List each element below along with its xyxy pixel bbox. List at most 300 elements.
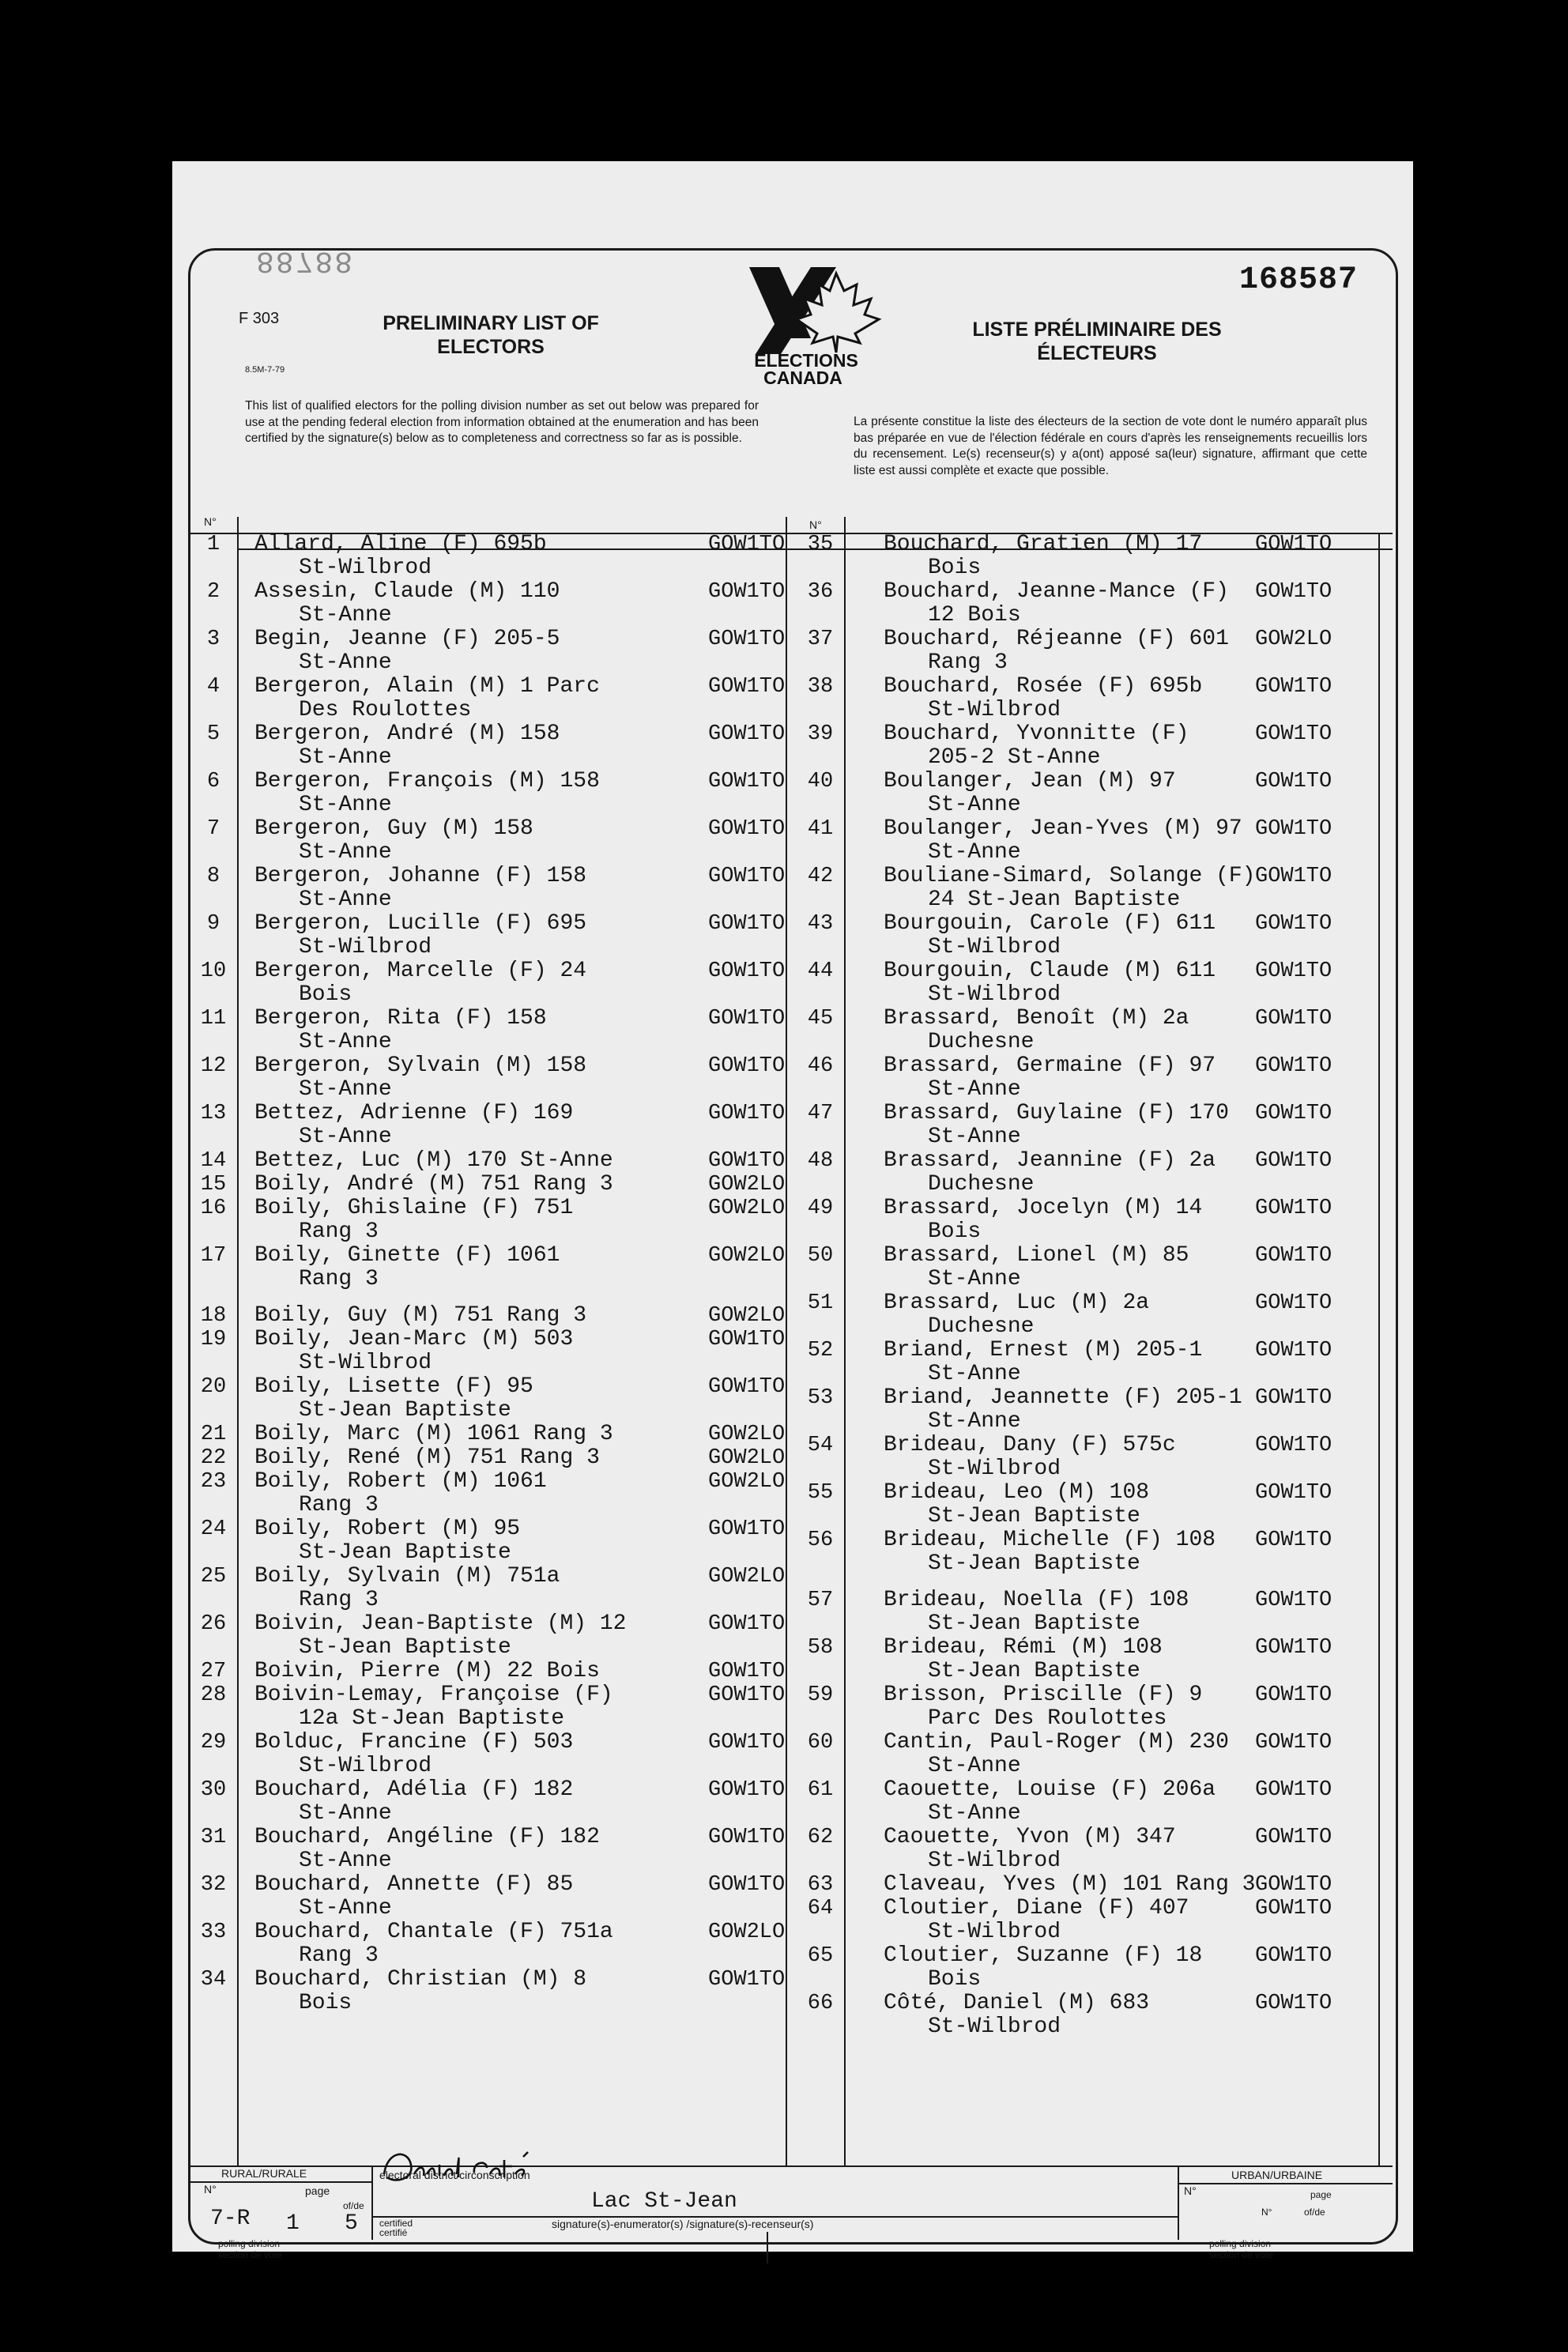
postal-code: GOW2LO — [708, 1423, 786, 1446]
elector-row — [797, 1731, 1397, 1780]
elector-number: 10 — [200, 959, 227, 983]
elector-number: 13 — [200, 1102, 227, 1125]
elector-address: St-Anne — [928, 1077, 1021, 1102]
elector-name: Boulanger, Jean-Yves (M) 97 — [884, 816, 1242, 841]
elector-number: 6 — [206, 770, 220, 793]
postal-code: GOW1TO — [1255, 1386, 1332, 1410]
elector-number: 39 — [807, 722, 834, 746]
elector-address: Parc Des Roulottes — [928, 1706, 1167, 1731]
elector-number: 20 — [200, 1375, 227, 1399]
elector-address: Bois — [928, 1219, 982, 1244]
elector-name: Bourgouin, Claude (M) 611 — [884, 959, 1216, 983]
postal-code: GOW1TO — [1255, 1481, 1332, 1505]
elector-row — [190, 1968, 790, 2017]
elector-number: 61 — [807, 1778, 834, 1802]
postal-code: GOW1TO — [1255, 1149, 1332, 1173]
elector-number: 7 — [206, 817, 220, 841]
elector-address: St-Jean Baptiste — [928, 1504, 1140, 1528]
elector-row — [797, 1007, 1397, 1056]
postal-code: GOW1TO — [708, 1328, 786, 1351]
footer-divider-2 — [1178, 2165, 1179, 2240]
elector-address: Rang 3 — [299, 1219, 379, 1244]
elector-name: Brassard, Jeannine (F) 2a — [884, 1148, 1216, 1173]
elector-number: 1 — [206, 533, 220, 556]
elector-number: 3 — [206, 628, 220, 651]
elector-address: St-Anne — [299, 745, 392, 770]
elector-address: Rang 3 — [299, 1493, 379, 1517]
polling-division-label-en: polling division — [218, 2238, 281, 2249]
elector-name: Boivin-Lemay, Françoise (F) — [254, 1683, 613, 1707]
elector-name: Boily, Guy (M) 751 Rang 3 — [254, 1303, 587, 1328]
footer-rural-rule — [190, 2181, 371, 2183]
elector-name: Bergeron, Alain (M) 1 Parc — [254, 674, 600, 699]
postal-code: GOW1TO — [1255, 1589, 1332, 1612]
urban-polling-label-fr: section de vote — [1209, 2249, 1273, 2260]
elector-number: 57 — [807, 1589, 834, 1612]
elector-name: Bergeron, Marcelle (F) 24 — [254, 959, 587, 983]
elector-address: 12 Bois — [928, 603, 1021, 628]
elector-name: Bettez, Luc (M) 170 St-Anne — [254, 1148, 613, 1173]
elector-number: 53 — [807, 1386, 834, 1410]
postal-code: GOW1TO — [708, 675, 786, 699]
elector-address: St-Anne — [299, 603, 392, 628]
elector-row — [797, 1291, 1397, 1340]
elector-number: 63 — [807, 1873, 834, 1897]
elector-name: Bergeron, Sylvain (M) 158 — [254, 1054, 587, 1078]
elector-name: Cantin, Paul-Roger (M) 230 — [884, 1730, 1229, 1755]
elector-row — [190, 1778, 790, 1827]
footer-sig-divider — [767, 2232, 768, 2263]
elector-name: Boulanger, Jean (M) 97 — [884, 769, 1176, 793]
elector-address: Duchesne — [928, 1314, 1035, 1339]
elector-name: Bouchard, Annette (F) 85 — [254, 1872, 574, 1897]
elector-name: Bettez, Adrienne (F) 169 — [254, 1101, 574, 1125]
certified-label-en: certified — [379, 2218, 413, 2229]
elector-number: 49 — [807, 1197, 834, 1220]
postal-code: GOW1TO — [708, 1660, 786, 1683]
elector-name: Brisson, Priscille (F) 9 — [884, 1683, 1203, 1707]
postal-code: GOW1TO — [708, 1375, 786, 1399]
postal-code: GOW1TO — [1255, 1731, 1332, 1755]
elector-address: Rang 3 — [299, 1588, 379, 1612]
elector-address: St-Wilbrod — [928, 698, 1061, 722]
postal-code: GOW1TO — [708, 1968, 786, 1992]
electors-list-form — [172, 161, 1413, 2260]
elector-number: 47 — [807, 1102, 834, 1125]
elector-name: Bouliane-Simard, Solange (F) — [884, 864, 1256, 888]
elector-address: St-Jean Baptiste — [928, 1659, 1140, 1683]
elector-address: St-Anne — [928, 1409, 1021, 1434]
postal-code: GOW1TO — [1255, 1778, 1332, 1802]
postal-code: GOW1TO — [708, 628, 786, 651]
elector-address: St-Wilbrod — [928, 1849, 1061, 1873]
elector-row — [190, 628, 790, 677]
elector-name: Brideau, Dany (F) 575c — [884, 1433, 1176, 1457]
faded-stamp-number: 88788 — [256, 243, 355, 277]
postal-code: GOW1TO — [1255, 675, 1332, 699]
elector-address: St-Jean Baptiste — [299, 1635, 511, 1660]
signature-label: signature(s)-enumerator(s) /signature(s)-recenseur(s) — [552, 2218, 814, 2230]
elector-name: Brideau, Leo (M) 108 — [884, 1480, 1150, 1505]
elector-number: 54 — [807, 1434, 834, 1457]
postal-code: GOW1TO — [1255, 1197, 1332, 1220]
serial-number: 168587 — [1238, 262, 1358, 298]
elector-number: 40 — [807, 770, 834, 793]
elector-name: Boily, Marc (M) 1061 Rang 3 — [254, 1422, 613, 1446]
elector-name: Brassard, Luc (M) 2a — [884, 1291, 1150, 1315]
elector-address: 205-2 St-Anne — [928, 745, 1101, 770]
postal-code: GOW1TO — [1255, 1944, 1332, 1968]
logo-text-elections: ELECTIONS — [754, 350, 858, 371]
postal-code: GOW1TO — [708, 1731, 786, 1755]
elector-address: St-Anne — [299, 1849, 392, 1873]
postal-code: GOW2LO — [708, 1470, 786, 1494]
elector-address: St-Anne — [299, 1030, 392, 1054]
elector-name: Bergeron, Lucille (F) 695 — [254, 911, 587, 936]
elector-row — [797, 1992, 1397, 2041]
elector-name: Brideau, Noella (F) 108 — [884, 1588, 1189, 1612]
elector-name: Bourgouin, Carole (F) 611 — [884, 911, 1216, 936]
urban-label: URBAN/URBAINE — [1231, 2169, 1323, 2181]
postal-code: GOW1TO — [708, 1778, 786, 1802]
postal-code: GOW1TO — [708, 817, 786, 841]
elector-address: St-Anne — [928, 1267, 1021, 1291]
elector-row — [797, 1589, 1397, 1638]
elector-name: Brassard, Germaine (F) 97 — [884, 1054, 1216, 1078]
elector-number: 34 — [200, 1968, 227, 1992]
postal-code: GOW1TO — [1255, 1054, 1332, 1078]
elector-row — [190, 1102, 790, 1151]
elector-row — [797, 1944, 1397, 1993]
postal-code: GOW1TO — [1255, 1102, 1332, 1125]
elector-row — [190, 865, 790, 914]
elector-number: 15 — [200, 1173, 227, 1197]
elector-row — [797, 1054, 1397, 1103]
elector-address: St-Wilbrod — [928, 2015, 1061, 2039]
elector-number: 37 — [807, 628, 834, 651]
urban-page-label: page — [1310, 2189, 1332, 2200]
elector-row — [797, 533, 1397, 582]
elector-row — [190, 959, 790, 1008]
elector-number: 4 — [206, 675, 220, 699]
postal-code: GOW1TO — [708, 1683, 786, 1707]
elector-address: St-Jean Baptiste — [299, 1398, 511, 1423]
elector-address: St-Wilbrod — [928, 982, 1061, 1007]
elector-number: 56 — [807, 1528, 834, 1552]
district-value: Lac St-Jean — [591, 2189, 737, 2214]
postal-code: GOW1TO — [1255, 959, 1332, 983]
postal-code: GOW1TO — [708, 959, 786, 983]
postal-code: GOW1TO — [1255, 1992, 1332, 2015]
elector-row — [190, 722, 790, 771]
elector-row — [797, 580, 1397, 629]
ofde-label: of/de — [343, 2200, 364, 2211]
elector-address: St-Wilbrod — [928, 935, 1061, 959]
elector-number: 26 — [200, 1612, 227, 1636]
postal-code: GOW2LO — [708, 1565, 786, 1589]
elector-row — [190, 1873, 790, 1922]
elector-address: St-Anne — [928, 1125, 1021, 1149]
elector-address: St-Wilbrod — [299, 556, 432, 580]
elector-name: Boily, Jean-Marc (M) 503 — [254, 1327, 574, 1351]
elector-row — [797, 959, 1397, 1008]
elector-number: 12 — [200, 1054, 227, 1078]
postal-code: GOW1TO — [1255, 865, 1332, 888]
elector-row — [190, 817, 790, 866]
elector-row — [797, 1683, 1397, 1732]
postal-code: GOW2LO — [708, 1446, 786, 1470]
urban-ofde-label: of/de — [1304, 2207, 1325, 2218]
enumerator-signature — [376, 2143, 550, 2190]
elector-row — [190, 1517, 790, 1566]
elector-name: Bouchard, Yvonnitte (F) — [884, 722, 1189, 746]
postal-code: GOW2LO — [1255, 628, 1332, 651]
postal-code: GOW1TO — [708, 1007, 786, 1031]
elector-number: 21 — [200, 1423, 227, 1446]
postal-code: GOW1TO — [1255, 1683, 1332, 1707]
elector-number: 22 — [200, 1446, 227, 1470]
title-french: LISTE PRÉLIMINAIRE DES ÉLECTEURS — [972, 318, 1222, 364]
elector-number: 65 — [807, 1944, 834, 1968]
elector-number: 24 — [200, 1517, 227, 1541]
elector-number: 42 — [807, 865, 834, 888]
elector-name: Boily, Ghislaine (F) 751 — [254, 1196, 574, 1220]
elector-row — [797, 1897, 1397, 1946]
elector-row — [797, 1244, 1397, 1293]
elector-address: St-Jean Baptiste — [299, 1540, 511, 1565]
elector-row — [190, 770, 790, 819]
postal-code: GOW1TO — [708, 1612, 786, 1636]
elector-number: 46 — [807, 1054, 834, 1078]
elector-row — [190, 1244, 790, 1293]
elector-number: 23 — [200, 1470, 227, 1494]
elector-number: 64 — [807, 1897, 834, 1920]
elector-number: 44 — [807, 959, 834, 983]
elector-row — [190, 1731, 790, 1780]
elector-number: 66 — [807, 1992, 834, 2015]
postal-code: GOW1TO — [708, 865, 786, 888]
elector-number: 60 — [807, 1731, 834, 1755]
postal-code: GOW1TO — [708, 912, 786, 936]
elector-name: Bergeron, André (M) 158 — [254, 722, 560, 746]
elector-row — [190, 580, 790, 629]
elector-name: Boily, René (M) 751 Rang 3 — [254, 1446, 600, 1470]
elector-address: Bois — [299, 982, 352, 1007]
elector-row — [797, 817, 1397, 866]
postal-code: GOW1TO — [708, 533, 786, 556]
elector-name: Brassard, Guylaine (F) 170 — [884, 1101, 1229, 1125]
elector-number: 45 — [807, 1007, 834, 1031]
elector-row — [190, 912, 790, 961]
footer-urban-rule — [1178, 2183, 1393, 2184]
elector-number: 52 — [807, 1339, 834, 1363]
page-total-value: 5 — [345, 2211, 358, 2236]
elector-number: 9 — [206, 912, 220, 936]
elector-number: 58 — [807, 1636, 834, 1660]
postal-code: GOW1TO — [1255, 1244, 1332, 1268]
elector-name: Brassard, Jocelyn (M) 14 — [884, 1196, 1203, 1220]
rural-label: RURAL/RURALE — [221, 2167, 307, 2180]
elections-canada-logo — [718, 267, 891, 386]
elector-address: Des Roulottes — [299, 698, 472, 722]
elector-name: Briand, Ernest (M) 205-1 — [884, 1338, 1203, 1363]
postal-code: GOW1TO — [1255, 1897, 1332, 1920]
postal-code: GOW1TO — [1255, 580, 1332, 604]
elector-address: St-Anne — [928, 793, 1021, 817]
elector-address: St-Anne — [299, 888, 392, 912]
elector-row — [797, 1636, 1397, 1685]
elector-name: Bouchard, Chantale (F) 751a — [254, 1920, 613, 1944]
division-no-value: 7-R — [210, 2207, 251, 2231]
postal-code: GOW1TO — [1255, 722, 1332, 746]
postal-code: GOW1TO — [1255, 1636, 1332, 1660]
elector-number: 30 — [200, 1778, 227, 1802]
form-number: F 303 — [239, 310, 280, 327]
division-no-label: N° — [204, 2183, 217, 2196]
postal-code: GOW1TO — [1255, 533, 1332, 556]
elector-number: 27 — [200, 1660, 227, 1683]
elector-number: 17 — [200, 1244, 227, 1268]
elector-name: Cloutier, Diane (F) 407 — [884, 1896, 1189, 1920]
elector-row — [190, 1007, 790, 1056]
elector-name: Bergeron, Rita (F) 158 — [254, 1006, 547, 1031]
postal-code: GOW1TO — [708, 1149, 786, 1173]
elector-number: 11 — [200, 1007, 227, 1031]
elector-name: Brideau, Michelle (F) 108 — [884, 1528, 1216, 1552]
elector-number: 62 — [807, 1826, 834, 1849]
elector-row — [190, 1375, 790, 1424]
elector-row — [797, 722, 1397, 771]
elector-address: St-Wilbrod — [928, 1457, 1061, 1481]
elector-address: St-Anne — [299, 1896, 392, 1920]
elector-row — [190, 1197, 790, 1246]
postal-code: GOW1TO — [1255, 770, 1332, 793]
elector-name: Brassard, Benoît (M) 2a — [884, 1006, 1189, 1031]
elector-address: 24 St-Jean Baptiste — [928, 888, 1181, 912]
elector-row — [797, 1386, 1397, 1435]
elector-number: 28 — [200, 1683, 227, 1707]
elector-row — [797, 1149, 1397, 1198]
footer-top-rule — [190, 2165, 1393, 2167]
postal-code: GOW1TO — [1255, 1528, 1332, 1552]
elector-row — [797, 628, 1397, 677]
elector-name: Allard, Aline (F) 695b — [254, 532, 547, 556]
elector-row — [190, 1565, 790, 1614]
elector-number: 18 — [200, 1304, 227, 1328]
postal-code: GOW2LO — [708, 1920, 786, 1944]
elector-name: Bergeron, François (M) 158 — [254, 769, 600, 793]
postal-code: GOW2LO — [708, 1304, 786, 1328]
postal-code: GOW1TO — [708, 1102, 786, 1125]
elector-row — [190, 1328, 790, 1377]
elector-number: 33 — [200, 1920, 227, 1944]
postal-code: GOW1TO — [708, 1054, 786, 1078]
postal-code: GOW1TO — [708, 1826, 786, 1849]
elector-row — [797, 1434, 1397, 1483]
elector-name: Boily, Ginette (F) 1061 — [254, 1243, 560, 1268]
elector-address: St-Wilbrod — [928, 1920, 1061, 1944]
elector-number: 32 — [200, 1873, 227, 1897]
elector-row — [190, 675, 790, 724]
elector-name: Boily, Robert (M) 95 — [254, 1517, 521, 1541]
postal-code: GOW1TO — [1255, 1434, 1332, 1457]
col-no-header-right: N° — [809, 518, 822, 531]
elector-address: Bois — [928, 556, 982, 580]
elector-number: 59 — [807, 1683, 834, 1707]
elector-number: 16 — [200, 1197, 227, 1220]
elector-address: St-Anne — [928, 1801, 1021, 1826]
postal-code: GOW1TO — [708, 1517, 786, 1541]
elector-number: 8 — [206, 865, 220, 888]
elector-name: Bergeron, Johanne (F) 158 — [254, 864, 587, 888]
elector-name: Bouchard, Angéline (F) 182 — [254, 1825, 600, 1849]
elector-row — [797, 675, 1397, 724]
elector-row — [190, 1826, 790, 1875]
title-english: PRELIMINARY LIST OF ELECTORS — [383, 312, 599, 358]
elector-row — [797, 865, 1397, 914]
postal-code: GOW1TO — [1255, 1873, 1332, 1897]
elector-address: Duchesne — [928, 1172, 1035, 1197]
elector-name: Boily, Robert (M) 1061 — [254, 1469, 547, 1494]
elector-name: Boivin, Pierre (M) 22 Bois — [254, 1659, 600, 1683]
elector-number: 50 — [807, 1244, 834, 1268]
elector-row — [797, 1778, 1397, 1827]
urban-polling-label-en: polling division — [1209, 2238, 1272, 2249]
elector-row — [797, 1197, 1397, 1246]
elector-address: Rang 3 — [928, 650, 1008, 675]
elector-row — [190, 1054, 790, 1103]
elector-address: Bois — [299, 1991, 352, 2015]
elector-name: Briand, Jeannette (F) 205-1 — [884, 1385, 1242, 1410]
elector-name: Boily, Sylvain (M) 751a — [254, 1564, 560, 1589]
postal-code: GOW1TO — [1255, 1007, 1332, 1031]
elector-name: Bolduc, Francine (F) 503 — [254, 1730, 574, 1755]
polling-division-label-fr: section de vote — [218, 2249, 282, 2260]
elector-name: Brassard, Lionel (M) 85 — [884, 1243, 1189, 1268]
page-no-value: 1 — [286, 2211, 300, 2236]
postal-code: GOW1TO — [1255, 1339, 1332, 1363]
elector-row — [797, 1528, 1397, 1577]
form-date: 8.5M-7-79 — [245, 365, 285, 375]
elector-address: St-Anne — [928, 840, 1021, 865]
elector-number: 51 — [807, 1291, 834, 1315]
col-no-header-left: N° — [204, 515, 217, 528]
postal-code: GOW2LO — [708, 1173, 786, 1197]
elector-name: Bouchard, Réjeanne (F) 601 — [884, 627, 1229, 651]
elector-address: St-Anne — [299, 793, 392, 817]
elector-address: Duchesne — [928, 1030, 1035, 1054]
postal-code: GOW1TO — [708, 580, 786, 604]
elector-name: Bouchard, Gratien (M) 17 — [884, 532, 1203, 556]
elector-name: Boily, Lisette (F) 95 — [254, 1374, 533, 1399]
elector-address: St-Anne — [299, 840, 392, 865]
elector-number: 41 — [807, 817, 834, 841]
elector-address: St-Anne — [299, 1077, 392, 1102]
elector-row — [190, 1920, 790, 1969]
postal-code: GOW1TO — [1255, 1826, 1332, 1849]
elector-row — [190, 1683, 790, 1732]
elector-name: Claveau, Yves (M) 101 Rang 3 — [884, 1872, 1256, 1897]
elector-number: 55 — [807, 1481, 834, 1505]
certified-label-fr: certifié — [379, 2227, 408, 2238]
elector-number: 29 — [200, 1731, 227, 1755]
elector-name: Bouchard, Christian (M) 8 — [254, 1967, 587, 1992]
elector-address: St-Anne — [299, 1801, 392, 1826]
postal-code: GOW1TO — [1255, 817, 1332, 841]
elector-row — [190, 1470, 790, 1519]
postal-code: GOW1TO — [1255, 1291, 1332, 1315]
postal-code: GOW1TO — [708, 1873, 786, 1897]
